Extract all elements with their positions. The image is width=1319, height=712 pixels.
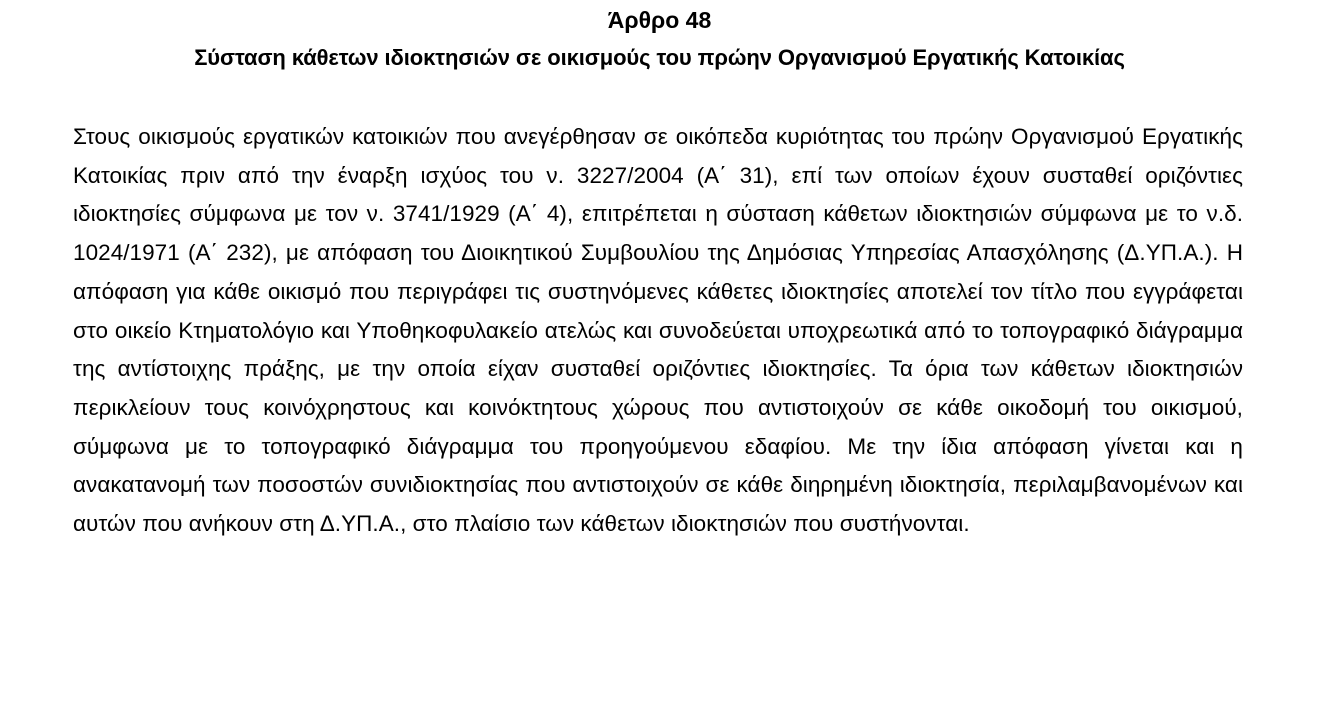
article-body-paragraph: Στους οικισμούς εργατικών κατοικιών που ανεγέρθησαν σε οικόπεδα κυριότητας του πρώην Οργανισμού Εργατικής Κατοικίας πριν από την έναρξη ισχύος του ν. 3227/2004 (Α΄ 31), επί των οποίων έχουν συσταθεί οριζόντιες ιδιοκτησίες σύμφωνα με τον ν. 3741/1929 (Α΄ 4), επιτρέπεται η σύσταση κάθετων ιδιοκτησιών σύμφωνα με το ν.δ. 1024/1971 (Α΄ 232), με απόφαση του Διοικητικού Συμβουλίου της Δημόσιας Υπηρεσίας Απασχόλησης (Δ.ΥΠ.Α.). Η απόφαση για κάθε οικισμό που περιγράφει τις συστηνόμενες κάθετες ιδιοκτησίες αποτελεί τον τίτλο που εγγράφεται στο οικείο Κτηματολόγιο και Υποθηκοφυλακείο ατελώς και συνοδεύεται υποχρεωτικά από το τοπογραφικό διάγραμμα της αντίστοιχης πράξης, με την οποία είχαν συσταθεί οριζόντιες ιδιοκτησίες. Τα όρια των κάθετων ιδιοκτησιών περικλείουν τους κοινόχρηστους και κοινόκτητους χώρους που αντιστοιχούν σε κάθε οικοδομή του οικισμού, σύμφωνα με το τοπογραφικό διάγραμμα του προηγούμενου εδαφίου. Με την ίδια απόφαση γίνεται και η ανακατανομή των ποσοστών συνιδιοκτησίας που αντιστοιχούν σε κάθε διηρημένη ιδιοκτησία, περιλαμβανομένων και αυτών που ανήκουν στη Δ.ΥΠ.Α., στο πλαίσιο των κάθετων ιδιοκτησιών που συστήνονται.	[73, 124, 1243, 537]
article-number: Άρθρο 48	[607, 7, 712, 33]
article-title: Σύσταση κάθετων ιδιοκτησιών σε οικισμούς του πρώην Οργανισμού Εργατικής Κατοικίας	[194, 45, 1125, 70]
